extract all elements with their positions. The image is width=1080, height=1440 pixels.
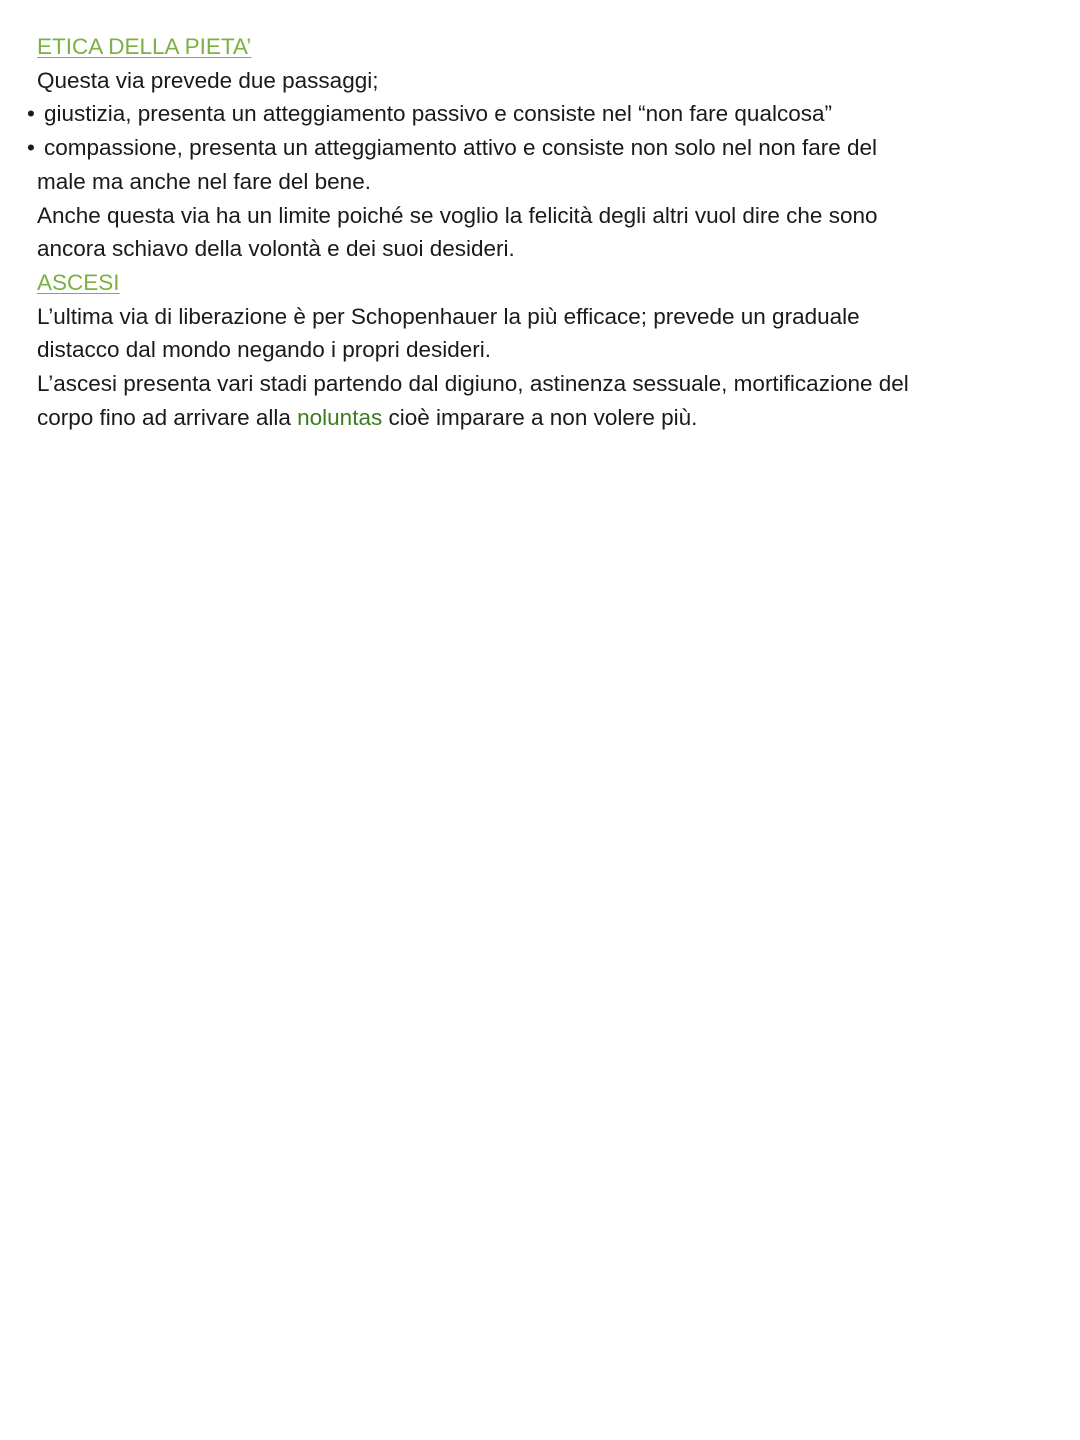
- paragraph-line: [37, 401, 1037, 435]
- paragraph-line: ancora schiavo della volontà e dei suoi desideri.: [37, 236, 515, 262]
- paragraph-line: Anche questa via ha un limite poiché se voglio la felicità degli altri vuol dire che sono: [37, 202, 878, 228]
- list-item-text: giustizia, presenta un atteggiamento passivo e consiste nel “non fare qualcosa”: [44, 101, 832, 127]
- list-item: [27, 97, 1037, 131]
- bullet-icon: •: [27, 135, 35, 161]
- text-fragment: cioè imparare a non volere più.: [382, 404, 698, 430]
- paragraph-line: L’ascesi presenta vari stadi partendo dal digiuno, astinenza sessuale, mortificazione del: [37, 371, 909, 397]
- list-item-continuation: male ma anche nel fare del bene.: [37, 168, 371, 194]
- paragraph-line: distacco dal mondo negando i propri desideri.: [37, 337, 492, 363]
- section-heading-etica: ETICA DELLA PIETA’: [37, 34, 252, 59]
- list-item: [27, 131, 1037, 165]
- list-item-text: compassione, presenta un atteggiamento attivo e consiste non solo nel non fare del: [44, 135, 878, 161]
- document-page: [27, 30, 1037, 434]
- highlighted-term: noluntas: [297, 404, 383, 430]
- paragraph-line: L’ultima via di liberazione è per Schopenhauer la più efficace; prevede un graduale: [37, 303, 860, 329]
- section-heading-ascesi: ASCESI: [37, 269, 120, 295]
- text-fragment: corpo fino ad arrivare alla: [37, 404, 298, 430]
- intro-text: Questa via prevede due passaggi;: [37, 67, 379, 93]
- bullet-icon: •: [27, 101, 35, 127]
